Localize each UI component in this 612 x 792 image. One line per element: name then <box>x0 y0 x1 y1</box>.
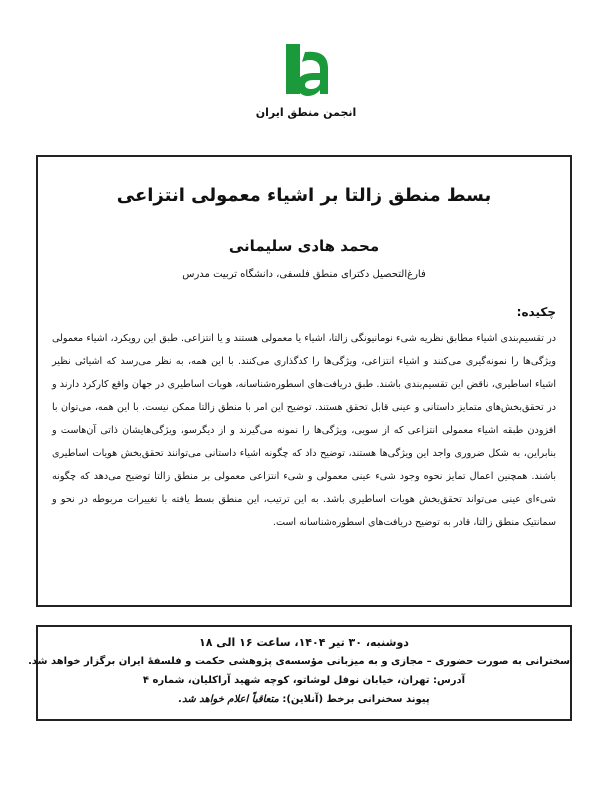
event-link-label: پیوند سخنرانی برخط (آنلاین): <box>282 694 430 705</box>
event-venue: سخنرانی به صورت حضوری – مجازی و به میزبانی مؤسسه‌ی پژوهشی حکمت و فلسفۀ ایران برگزار خواهد شد. <box>28 656 570 667</box>
event-link-value: متعاقباً اعلام خواهد شد. <box>178 694 279 705</box>
event-address: آدرس: تهران، خیابان نوفل لوشاتو، کوچه شهید آراکلیان، شماره ۴ <box>142 675 466 686</box>
header <box>0 44 612 119</box>
logo-bowl-shape <box>297 52 328 96</box>
abstract-text: در تقسیم‌بندی اشیاء مطابق نظریه شیء نومانیونگی زالتا، اشیاء یا معمولی هستند و یا انتزاعی. طبق این رویکرد، اشیاء معمولی ویژگی‌ها را نمونه‌گیری می‌کنند و اشیاء انتزاعی، ویژگی‌ها را کدگذاری می‌کنند. با این همه، به نظر می‌رسد که اشیائی نظیر اشیاء اساطیری، ناقض این تقسیم‌بندی باشند. طبق دریافت‌های اسطوره‌شناسانه، هویات اساطیری در جهان واقع کارکرد دارند و در تحقق‌بخش‌های متمایز داستانی و عینی قابل تحقق هستند. توضیح این امر با منطق زالتا ممکن نیست. با این همه، می‌توان با افزودن طبقه اشیاء معمولی انتزاعی که از سویی، ویژگی‌ها را نمونه می‌گیرند و از دیگرسو، ویژگی‌هایشان ذاتی آن‌هاست و بنابراین، به شکل ضروری واجد این ویژگی‌ها هستند، توضیح داد که چگونه اشیاء داستانی می‌توانند تحقق‌بخش هویات اساطیری باشند. همچنین اعمال تمایز نحوه وجود شیء عینی معمولی و شیء انتزاعی معمولی بر منطق زالتا توضیح می‌دهد که چگونه شیء‌ای عینی می‌تواند تحقق‌بخش هویات اساطیری باشد. به این ترتیب، این منطق بسط یافته با تغییرات مربوطه در نحو و سمانتیک منطق زالتا، قادر به توضیح دریافت‌های اسطوره‌شناسانه است. <box>52 333 556 528</box>
abstract-heading: چکیده: <box>516 305 556 319</box>
paper-box <box>36 155 572 607</box>
author-affiliation: فارغ‌التحصیل دکترای منطق فلسفی، دانشگاه تربیت مدرس <box>182 269 426 280</box>
event-info-box <box>28 625 572 721</box>
author-name: محمد هادی سلیمانی <box>228 237 380 255</box>
paper-title: بسط منطق زالتا بر اشیاء معمولی انتزاعی <box>116 185 492 206</box>
society-name: انجمن منطق ایران <box>255 106 357 119</box>
society-logo-icon <box>283 44 329 100</box>
event-link-row <box>38 690 570 709</box>
event-datetime: دوشنبه، ۳۰ تیر ۱۴۰۴، ساعت ۱۶ الی ۱۸ <box>199 636 409 649</box>
